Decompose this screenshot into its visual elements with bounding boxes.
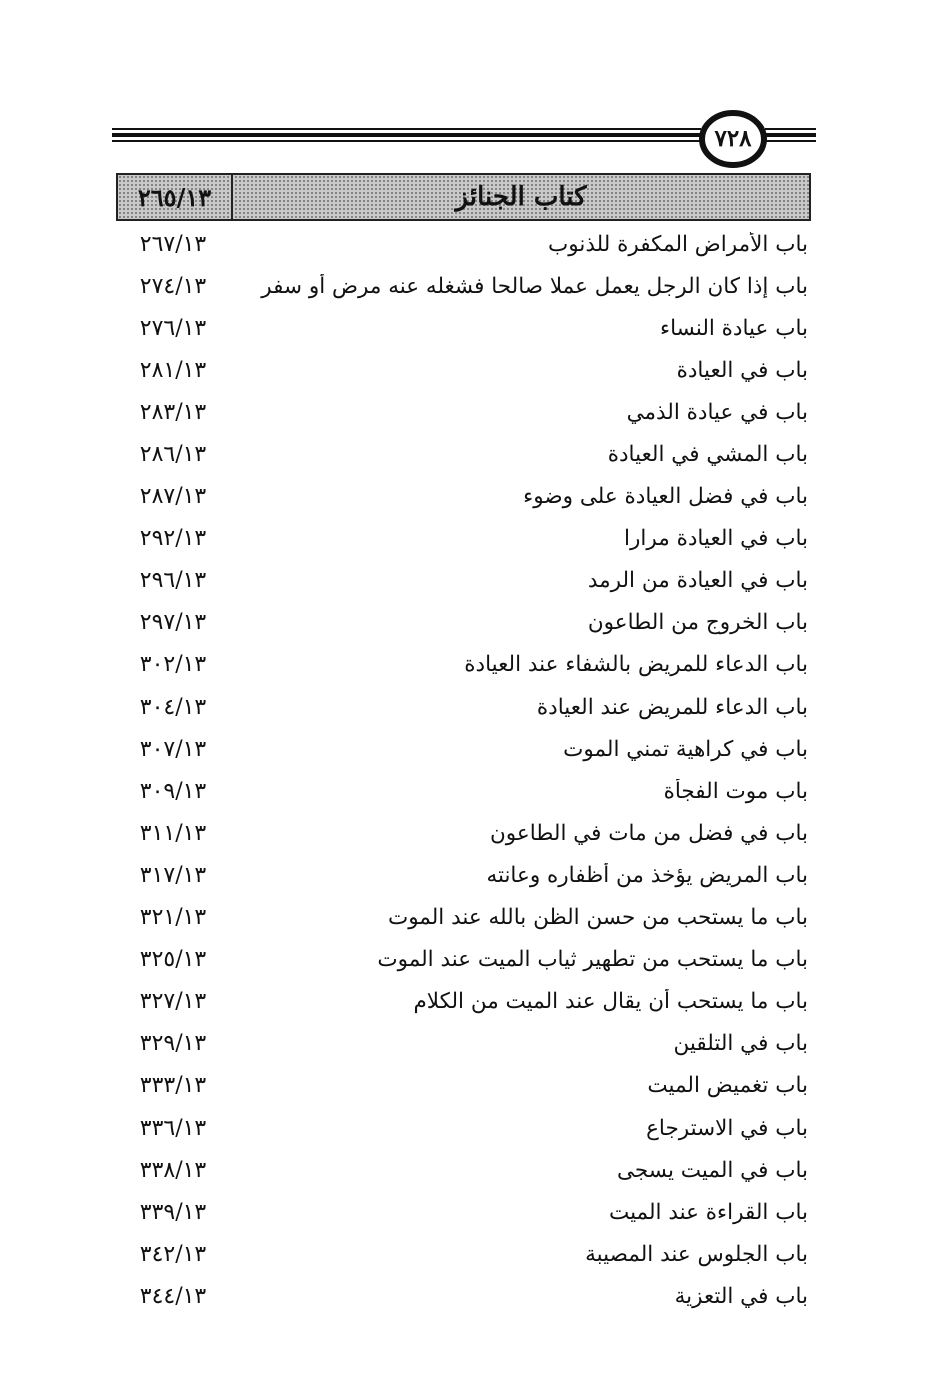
entry-title: باب ما يستحب من حسن الظن بالله عند الموت [387, 905, 808, 931]
entry-title: باب في التلقين [673, 1031, 808, 1057]
page-header [112, 108, 816, 170]
entry-page-ref: ٣٣٩/١٣ [139, 1199, 207, 1225]
entry-title: باب في الاسترجاع [646, 1115, 808, 1141]
index-entry [118, 1107, 808, 1149]
entry-page-ref: ٣٣٨/١٣ [139, 1157, 207, 1183]
index-entry [118, 728, 808, 770]
index-entry [118, 476, 808, 518]
index-entry [118, 518, 808, 560]
entry-page-ref: ٣١١/١٣ [139, 820, 207, 846]
entry-title: باب الدعاء للمريض بالشفاء عند العيادة [464, 652, 808, 678]
entry-title: باب الخروج من الطاعون [587, 610, 808, 636]
index-entry [118, 433, 808, 475]
entry-page-ref: ٢٩٢/١٣ [139, 526, 207, 552]
entry-title: باب المشي في العيادة [607, 442, 808, 468]
index-entry [118, 897, 808, 939]
index-entry [118, 1023, 808, 1065]
index-entry [118, 602, 808, 644]
entry-page-ref: ٣٠٢/١٣ [139, 652, 207, 678]
entry-page-ref: ٣٢٥/١٣ [139, 947, 207, 973]
entry-page-ref: ٣٠٧/١٣ [139, 736, 207, 762]
entry-page-ref: ٣٠٩/١٣ [139, 778, 207, 804]
index-entry [118, 1065, 808, 1107]
entry-title: باب في كراهية تمني الموت [563, 736, 808, 762]
index-entry [118, 560, 808, 602]
index-entry [118, 939, 808, 981]
entry-title: باب الدعاء للمريض عند العيادة [536, 694, 808, 720]
entry-page-ref: ٢٩٦/١٣ [139, 568, 207, 594]
entry-page-ref: ٣٢١/١٣ [139, 905, 207, 931]
entry-title: باب في التعزية [674, 1283, 808, 1309]
index-entry [118, 223, 808, 265]
index-list [118, 223, 808, 1317]
index-entry [118, 770, 808, 812]
entry-title: باب في العيادة [676, 357, 808, 383]
entry-page-ref: ٣١٧/١٣ [139, 862, 207, 888]
entry-title: باب الجلوس عند المصيبة [585, 1241, 808, 1267]
entry-page-ref: ٣٢٧/١٣ [139, 989, 207, 1015]
entry-page-ref: ٢٨١/١٣ [139, 357, 207, 383]
entry-page-ref: ٢٧٦/١٣ [139, 315, 207, 341]
index-entry [118, 1149, 808, 1191]
index-entry [118, 854, 808, 896]
entry-title: باب المريض يؤخذ من أظفاره وعانته [486, 862, 808, 888]
entry-page-ref: ٢٩٧/١٣ [139, 610, 207, 636]
entry-page-ref: ٢٨٣/١٣ [139, 399, 207, 425]
entry-title: باب في العيادة مرارا [624, 526, 808, 552]
entry-page-ref: ٣٤٤/١٣ [139, 1283, 207, 1309]
entry-page-ref: ٣٠٤/١٣ [139, 694, 207, 720]
entry-title: باب موت الفجأة [663, 778, 808, 804]
index-entry [118, 812, 808, 854]
entry-title: باب الأمراض المكفرة للذنوب [548, 231, 808, 257]
index-entry [118, 1191, 808, 1233]
section-header [116, 173, 811, 221]
index-entry [118, 1275, 808, 1317]
entry-title: باب القراءة عند الميت [608, 1199, 808, 1225]
entry-title: باب في فضل العيادة على وضوء [523, 484, 808, 510]
entry-page-ref: ٢٧٤/١٣ [139, 273, 207, 299]
index-entry [118, 265, 808, 307]
index-entry [118, 686, 808, 728]
entry-title: باب ما يستحب أن يقال عند الميت من الكلام [413, 989, 808, 1015]
entry-title: باب في الميت يسجى [617, 1157, 808, 1183]
entry-title: باب ما يستحب من تطهير ثياب الميت عند الموت [377, 947, 808, 973]
entry-page-ref: ٢٨٦/١٣ [139, 442, 207, 468]
entry-page-ref: ٢٦٧/١٣ [139, 231, 207, 257]
section-title: كتاب الجنائز [455, 182, 587, 212]
section-page-ref: ٢٦٥/١٣ [118, 175, 233, 219]
entry-title: باب في فضل من مات في الطاعون [489, 820, 808, 846]
index-entry [118, 644, 808, 686]
entry-page-ref: ٣٣٦/١٣ [139, 1115, 207, 1141]
index-entry [118, 349, 808, 391]
page-number: ٧٢٨ [714, 125, 752, 152]
entry-page-ref: ٣٣٣/١٣ [139, 1073, 207, 1099]
entry-title: باب إذا كان الرجل يعمل عملا صالحا فشغله عنه مرض أو سفر [261, 273, 808, 299]
entry-title: باب تغميض الميت [647, 1073, 808, 1099]
entry-page-ref: ٣٢٩/١٣ [139, 1031, 207, 1057]
entry-title: باب في عيادة الذمي [626, 399, 808, 425]
entry-title: باب عيادة النساء [659, 315, 808, 341]
entry-title: باب في العيادة من الرمد [587, 568, 808, 594]
index-entry [118, 981, 808, 1023]
entry-page-ref: ٣٤٢/١٣ [139, 1241, 207, 1267]
entry-page-ref: ٢٨٧/١٣ [139, 484, 207, 510]
index-entry [118, 391, 808, 433]
index-entry [118, 1233, 808, 1275]
index-entry [118, 307, 808, 349]
